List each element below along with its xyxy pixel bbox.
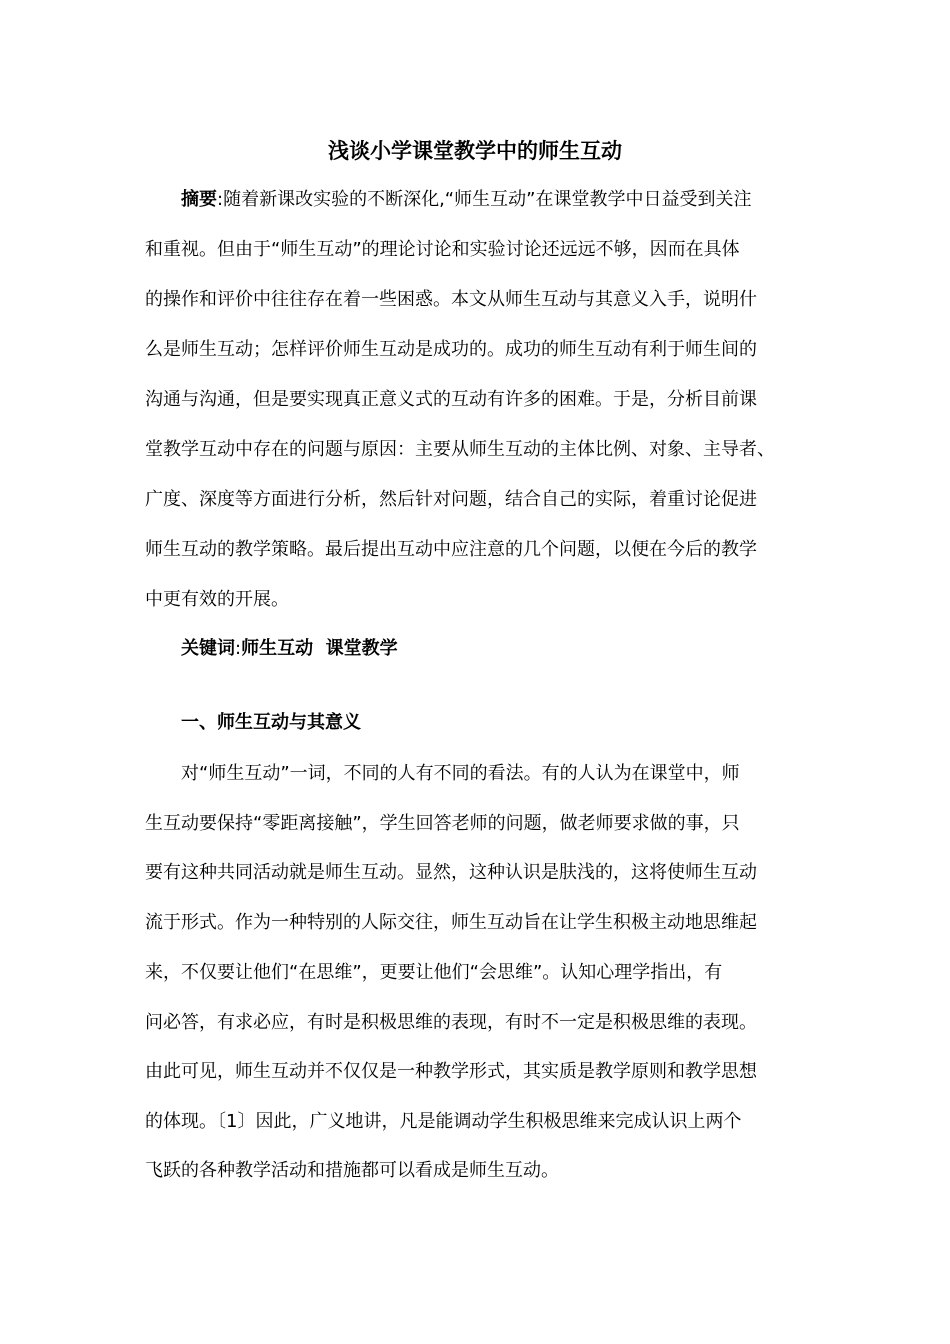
section-line-9: 飞跃的各种教学活动和措施都可以看成是师生互动。 [145,1160,559,1181]
abstract-line-1 [181,187,751,213]
section-line-5: 来，不仅要让他们“在思维”，更要让他们“会思维”。认知心理学指出，有 [145,962,723,983]
abstract-line-6: 堂教学互动中存在的问题与原因：主要从师生互动的主体比例、对象、主导者、 [145,439,775,460]
keywords-separator: : [235,638,242,659]
section-line-3: 要有这种共同活动就是师生互动。显然，这种认识是肤浅的，这将使师生互动 [145,862,757,883]
document-title: 浅谈小学课堂教学中的师生互动 [328,139,622,163]
abstract-line-3: 的操作和评价中往往存在着一些困惑。本文从师生互动与其意义入手，说明什 [145,289,757,310]
abstract-separator: : [217,189,224,210]
abstract-line-4: 么是师生互动；怎样评价师生互动是成功的。成功的师生互动有利于师生间的 [145,339,757,360]
abstract-label: 摘要 [181,189,217,210]
section-line-6: 问必答，有求必应，有时是积极思维的表现，有时不一定是积极思维的表现。 [145,1012,757,1033]
abstract-line-2: 和重视。但由于“师生互动”的理论讨论和实验讨论还远远不够，因而在具体 [145,239,740,260]
section-line-4: 流于形式。作为一种特别的人际交往，师生互动旨在让学生积极主动地思维起 [145,912,757,933]
abstract-line-7: 广度、深度等方面进行分析，然后针对问题，结合自己的实际，着重讨论促进 [145,489,757,510]
section-line-8: 的体现。〔1〕因此，广义地讲，凡是能调动学生积极思维来完成认识上两个 [145,1111,742,1132]
section-line-2: 生互动要保持“零距离接触”，学生回答老师的问题，做老师要求做的事，只 [145,813,740,834]
keywords-line [181,636,398,662]
keywords-label: 关键词 [181,638,235,659]
section-line-1: 对“师生互动”一词，不同的人有不同的看法。有的人认为在课堂中，师 [181,763,740,784]
keywords-value: 师生互动 课堂教学 [241,638,398,659]
section-line-7: 由此可见，师生互动并不仅仅是一种教学形式，其实质是教学原则和教学思想 [145,1061,757,1082]
abstract-text: 随着新课改实验的不断深化,“师生互动”在课堂教学中日益受到关注 [223,189,752,210]
section-heading: 一、师生互动与其意义 [181,712,361,733]
abstract-line-9: 中更有效的开展。 [145,589,289,610]
abstract-line-8: 师生互动的教学策略。最后提出互动中应注意的几个问题，以便在今后的教学 [145,539,757,560]
abstract-line-5: 沟通与沟通，但是要实现真正意义式的互动有许多的困难。于是，分析目前课 [145,389,757,410]
